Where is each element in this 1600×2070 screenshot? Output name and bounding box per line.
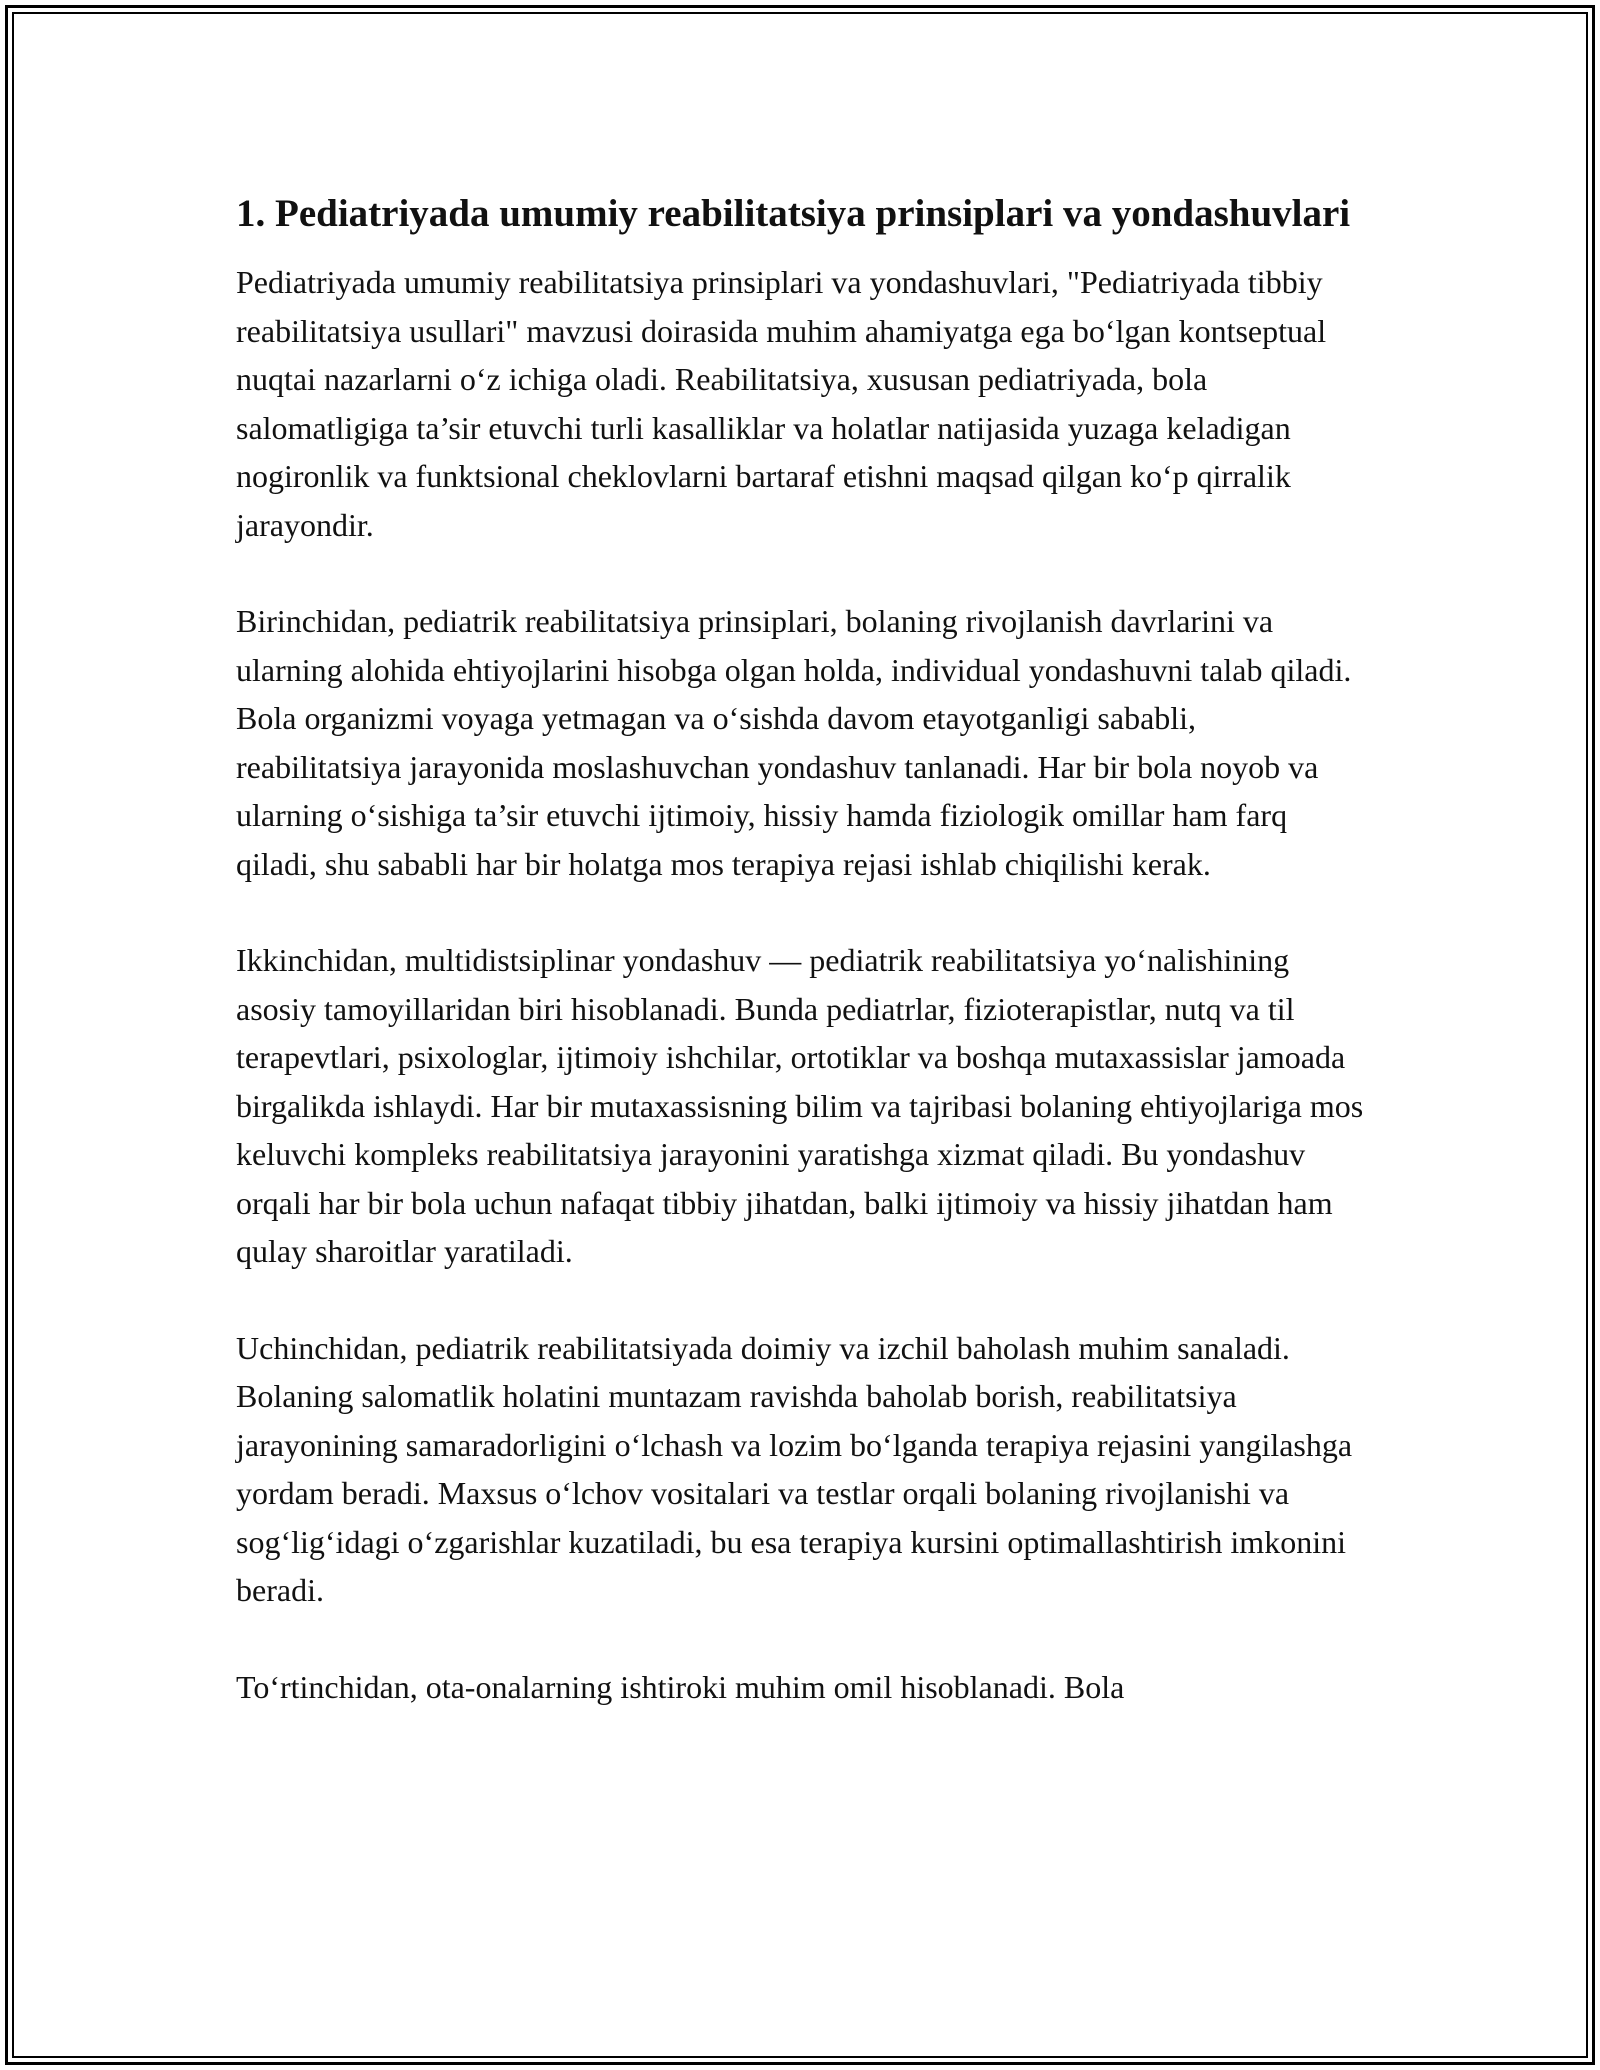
- paragraph-fourth: To‘rtinchidan, ota-onalarning ishtiroki muhim omil hisoblanadi. Bola: [236, 1668, 1125, 1705]
- document-body: [236, 186, 1366, 1759]
- paragraph-second: Ikkinchidan, multidistsiplinar yondashuv — pediatrik reabilitatsiya yo‘nalishining asosiy tamoyillaridan biri hisoblanadi. Bunda pediatrlar, fizioterapistlar, nutq va til terapevtlari, psixologlar, ijtimoiy ishchilar, ortotiklar va boshqa mutaxassislar jamoada birgalikda ishlaydi. Har bir mutaxassisning bilim va tajribasi bolaning ehtiyojlariga mos keluvchi kompleks reabilitatsiya jarayonini yaratishga xizmat qiladi. Bu yondashuv orqali har bir bola uchun nafaqat tibbiy jihatdan, balki ijtimoiy va hissiy jihatdan ham qulay sharoitlar yaratiladi.: [236, 942, 1364, 1269]
- paragraph-intro: Pediatriyada umumiy reabilitatsiya prinsiplari va yondashuvlari, "Pediatriyada tibbiy reabilitatsiya usullari" mavzusi doirasida muhim ahamiyatga ega bo‘lgan kontseptual nuqtai nazarlarni o‘z ichiga oladi. Reabilitatsiya, xususan pediatriyada, bola salomatligiga ta’sir etuvchi turli kasalliklar va holatlar natijasida yuzaga keladigan nogironlik va funktsional cheklovlarni bartaraf etishni maqsad qilgan ko‘p qirralik jarayondir.: [236, 264, 1327, 543]
- paragraph-third: Uchinchidan, pediatrik reabilitatsiyada doimiy va izchil baholash muhim sanaladi. Bolaning salomatlik holatini muntazam ravishda baholab borish, reabilitatsiya jarayonining samaradorligini o‘lchash va lozim bo‘lganda terapiya rejasini yangilashga yordam beradi. Maxsus o‘lchov vositalari va testlar orqali bolaning rivojlanishi va sog‘lig‘idagi o‘zgarishlar kuzatiladi, bu esa terapiya kursini optimallashtirish imkonini beradi.: [236, 1329, 1353, 1608]
- paragraph-first: Birinchidan, pediatrik reabilitatsiya prinsiplari, bolaning rivojlanish davrlarini va ularning alohida ehtiyojlarini hisobga olgan holda, individual yondashuvni talab qiladi. Bola organizmi voyaga yetmagan va o‘sishda davom etayotganligi sababli, reabilitatsiya jarayonida moslashuvchan yondashuv tanlanadi. Har bir bola noyob va ularning o‘sishiga ta’sir etuvchi ijtimoiy, hissiy hamda fiziologik omillar ham farq qiladi, shu sababli har bir holatga mos terapiya rejasi ishlab chiqilishi kerak.: [236, 603, 1352, 882]
- section-heading: 1. Pediatriyada umumiy reabilitatsiya prinsiplari va yondashuvlari: [236, 192, 1351, 235]
